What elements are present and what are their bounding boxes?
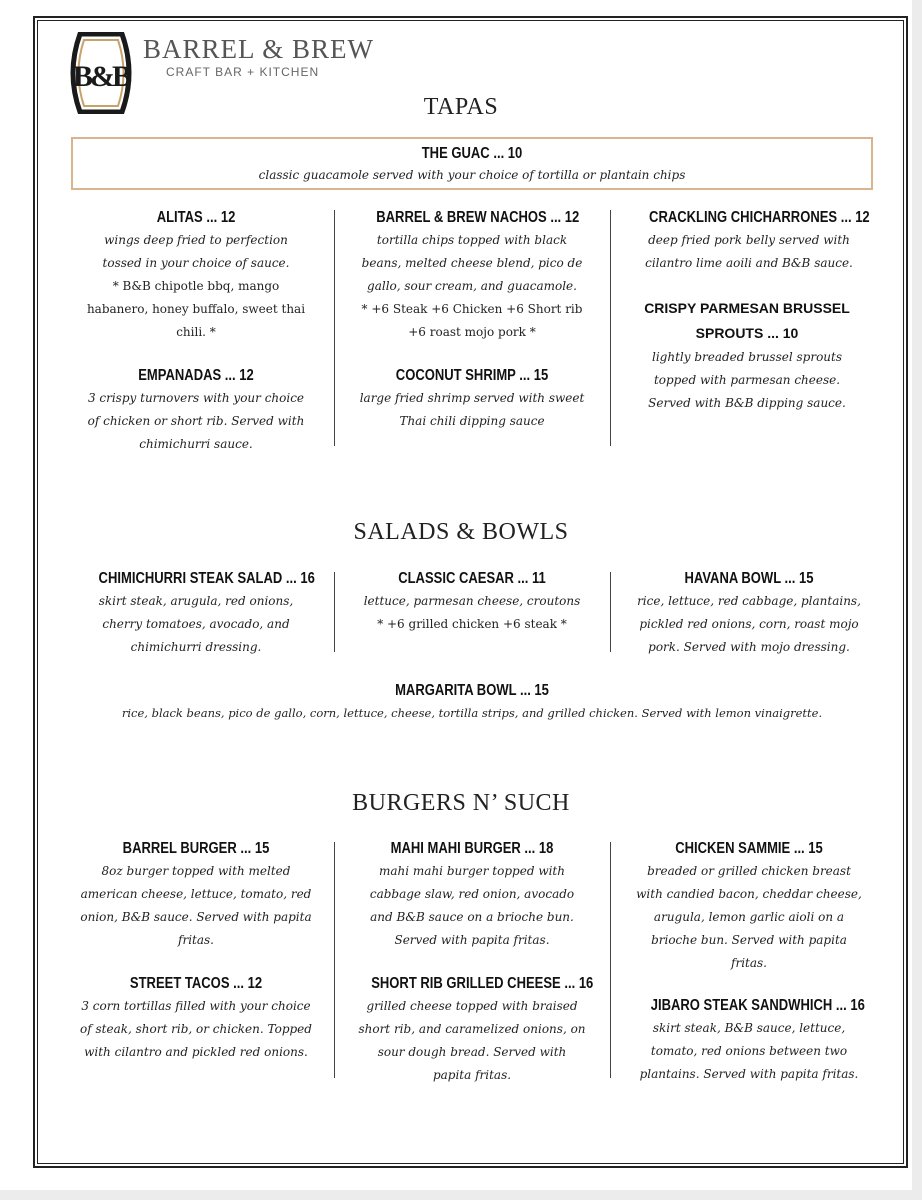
item-name: CLASSIC CAESAR ... 11	[398, 570, 546, 587]
item-desc: mahi mahi burger topped with cabbage slaw, red onion, avocado and B&B sauce on a brioche bun. Served with papita fritas.	[369, 864, 575, 947]
item-name: CRISPY PARMESAN BRUSSEL SPROUTS ... 10	[644, 300, 850, 341]
item-desc: lettuce, parmesan cheese, croutons	[363, 594, 581, 608]
item-name: BARREL & BREW NACHOS ... 12	[376, 209, 580, 226]
item-options: * +6 grilled chicken +6 steak *	[377, 617, 567, 631]
column-divider	[334, 842, 335, 1078]
item-name: EMPANADAS ... 12	[138, 367, 254, 384]
item-desc: large fried shrimp served with sweet Thai chili dipping sauce	[359, 391, 585, 428]
item-name: COCONUT SHRIMP ... 15	[395, 367, 549, 384]
menu-item-caesar	[358, 568, 586, 636]
section-title-burgers: BURGERS N’ SUCH	[352, 790, 570, 816]
item-name: MAHI MAHI BURGER ... 18	[390, 840, 554, 857]
menu-item-havana-bowl	[636, 568, 862, 659]
featured-item-box	[71, 137, 873, 190]
menu-item-barrel-burger	[80, 838, 312, 952]
item-options: * +6 Steak +6 Chicken +6 Short rib +6 roast mojo pork *	[361, 302, 583, 339]
menu-item-mahi-burger	[358, 838, 586, 952]
menu-item-coconut-shrimp	[358, 365, 586, 433]
item-name: THE GUAC ... 10	[421, 145, 523, 162]
item-name: HAVANA BOWL ... 15	[684, 570, 814, 587]
item-desc: 3 corn tortillas filled with your choice of steak, short rib, or chicken. Topped with cilantro and pickled red onions.	[80, 999, 312, 1059]
menu-item-empanadas	[84, 365, 308, 456]
menu-item-steak-salad	[80, 568, 315, 659]
item-desc: tortilla chips topped with black beans, melted cheese blend, pico de gallo, sour cream, and guacamole.	[361, 233, 583, 293]
section-title-tapas: TAPAS	[423, 94, 499, 120]
menu-item-jibaro-sandwich	[632, 995, 866, 1086]
item-desc: rice, black beans, pico de gallo, corn, lettuce, cheese, tortilla strips, and grilled chicken. Served with lemon vinaigrette.	[121, 706, 823, 720]
item-name: CHIMICHURRI STEAK SALAD ... 16	[98, 570, 315, 587]
item-desc: rice, lettuce, red cabbage, plantains, pickled red onions, corn, roast mojo pork. Served with mojo dressing.	[637, 594, 861, 654]
item-desc: deep fried pork belly served with cilantro lime aoili and B&B sauce.	[645, 233, 853, 270]
column-divider	[610, 572, 611, 652]
item-name: CRACKLING CHICHARRONES ... 12	[649, 209, 870, 226]
item-desc: classic guacamole served with your choice of tortilla or plantain chips	[258, 168, 686, 182]
item-name: SHORT RIB GRILLED CHEESE ... 16	[371, 975, 594, 992]
item-desc: grilled cheese topped with braised short rib, and caramelized onions, on sour dough bread. Served with papita fritas.	[358, 999, 586, 1082]
menu-item-chicharrones	[630, 207, 868, 275]
menu-item-margarita-bowl	[60, 680, 884, 725]
menu-item-alitas	[84, 207, 308, 344]
menu-item-short-rib-grilled-cheese	[352, 973, 592, 1087]
brand-tagline: CRAFT BAR + KITCHEN	[166, 65, 320, 79]
item-name: BARREL BURGER ... 15	[122, 840, 270, 857]
item-desc: lightly breaded brussel sprouts topped with parmesan cheese. Served with B&B dipping sauce.	[648, 350, 846, 410]
item-name: JIBARO STEAK SANDWHICH ... 16	[650, 997, 865, 1014]
column-divider	[334, 210, 335, 446]
item-name: MARGARITA BOWL ... 15	[395, 682, 549, 699]
item-options: * B&B chipotle bbq, mango habanero, honey buffalo, sweet thai chili. *	[86, 279, 306, 339]
item-name: ALITAS ... 12	[156, 209, 236, 226]
section-title-salads: SALADS & BOWLS	[353, 519, 569, 545]
item-name: STREET TACOS ... 12	[129, 975, 263, 992]
item-desc: wings deep fried to perfection tossed in your choice of sauce.	[102, 233, 290, 270]
column-divider	[334, 572, 335, 652]
item-desc: 3 crispy turnovers with your choice of chicken or short rib. Served with chimichurri sauce.	[87, 391, 305, 451]
menu-item-brussel-sprouts	[640, 296, 854, 415]
item-desc: 8oz burger topped with melted american cheese, lettuce, tomato, red onion, B&B sauce. Served with papita fritas.	[80, 864, 312, 947]
item-desc: skirt steak, B&B sauce, lettuce, tomato, red onions between two plantains. Served with papita fritas.	[639, 1021, 859, 1081]
item-name: CHICKEN SAMMIE ... 15	[675, 840, 823, 857]
brand-name: BARREL & BREW	[143, 34, 375, 64]
item-desc: skirt steak, arugula, red onions, cherry tomatoes, avocado, and chimichurri dressing.	[98, 594, 294, 654]
column-divider	[610, 842, 611, 1078]
logo-monogram: B&B	[72, 60, 130, 93]
menu-item-street-tacos	[80, 973, 312, 1064]
menu-item-chicken-sammie	[632, 838, 866, 975]
menu-item-nachos	[358, 207, 586, 344]
column-divider	[610, 210, 611, 446]
item-desc: breaded or grilled chicken breast with candied bacon, cheddar cheese, arugula, lemon garlic aioli on a brioche bun. Served with papita fritas.	[636, 864, 862, 970]
